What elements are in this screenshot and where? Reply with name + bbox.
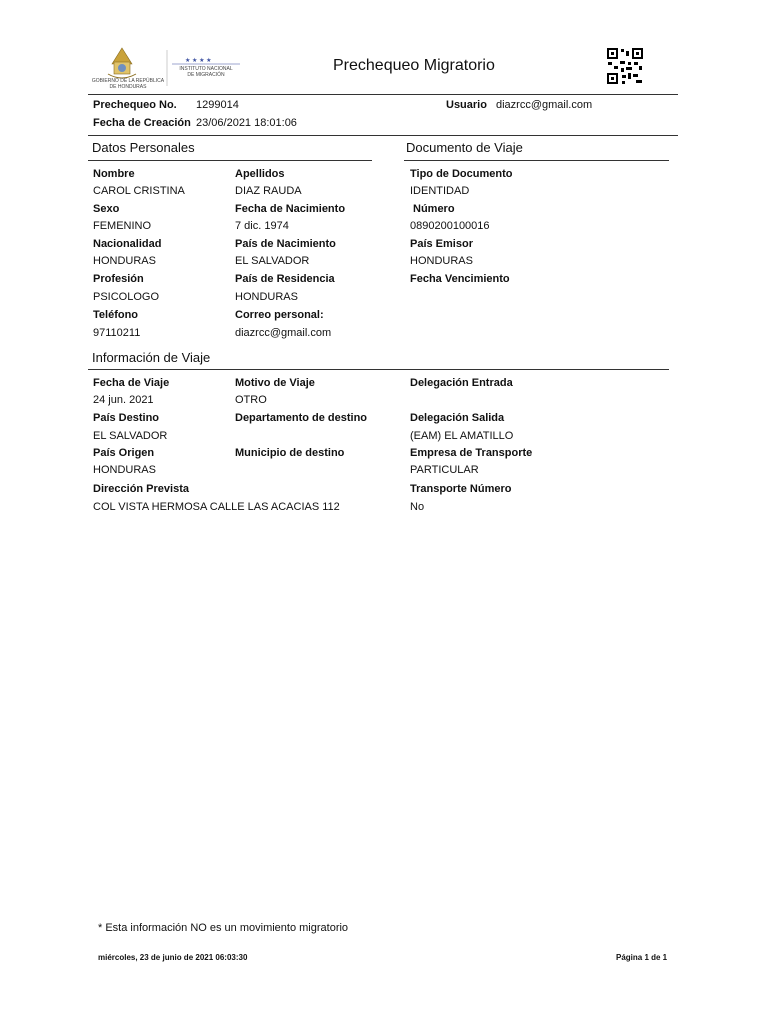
sexo-value: FEMENINO xyxy=(93,220,152,232)
pais-nacimiento-label: País de Nacimiento xyxy=(235,238,336,250)
footer-date: miércoles, 23 de junio de 2021 06:03:30 xyxy=(98,953,248,962)
correo-label: Correo personal: xyxy=(235,309,324,321)
fecha-creacion-value: 23/06/2021 18:01:06 xyxy=(196,117,297,129)
disclaimer-note: * Esta información NO es un movimiento migratorio xyxy=(98,922,349,934)
fecha-vencimiento-label: Fecha Vencimiento xyxy=(410,273,510,285)
transporte-numero-label: Transporte Número xyxy=(410,483,512,495)
page-number: Página 1 de 1 xyxy=(616,953,668,962)
delegacion-entrada-label: Delegación Entrada xyxy=(410,377,513,389)
municipio-destino-label: Municipio de destino xyxy=(235,447,345,459)
correo-value: diazrcc@gmail.com xyxy=(235,327,332,339)
telefono-value: 97110211 xyxy=(93,327,141,339)
direccion-prevista-value: COL VISTA HERMOSA CALLE LAS ACACIAS 112 xyxy=(93,501,340,513)
nacionalidad-value: HONDURAS xyxy=(93,255,156,267)
tipo-documento-label: Tipo de Documento xyxy=(410,168,513,180)
direccion-prevista-label: Dirección Prevista xyxy=(93,483,189,495)
pais-destino-label: País Destino xyxy=(93,412,160,424)
pais-emisor-value: HONDURAS xyxy=(410,255,473,267)
pais-nacimiento-value: EL SALVADOR xyxy=(235,255,310,267)
documento-viaje-title: Documento de Viaje xyxy=(406,140,523,155)
datos-personales-divider xyxy=(88,160,372,161)
fecha-nacimiento-value: 7 dic. 1974 xyxy=(235,220,289,232)
documento-viaje-divider xyxy=(404,160,669,161)
informacion-viaje-title: Información de Viaje xyxy=(92,350,211,365)
empresa-transporte-label: Empresa de Transporte xyxy=(410,447,533,459)
qr-code-icon xyxy=(606,47,644,85)
header-divider xyxy=(88,94,678,95)
fecha-creacion-label: Fecha de Creación xyxy=(93,117,191,129)
fecha-viaje-value: 24 jun. 2021 xyxy=(93,394,154,406)
pais-residencia-label: País de Residencia xyxy=(235,273,335,285)
usuario-label: Usuario xyxy=(446,99,487,111)
logo-right-text-1: INSTITUTO NACIONAL xyxy=(179,66,233,72)
departamento-destino-label: Departamento de destino xyxy=(235,412,368,424)
sexo-label: Sexo xyxy=(93,203,120,215)
nombre-label: Nombre xyxy=(93,168,135,180)
tipo-documento-value: IDENTIDAD xyxy=(410,185,470,197)
coat-of-arms-icon xyxy=(108,48,136,78)
telefono-label: Teléfono xyxy=(93,309,139,321)
datos-personales-title: Datos Personales xyxy=(92,140,195,155)
svg-text:★ ★ ★ ★: ★ ★ ★ ★ xyxy=(185,58,212,64)
informacion-viaje-divider xyxy=(88,369,669,370)
fecha-nacimiento-label: Fecha de Nacimiento xyxy=(235,203,346,215)
pais-emisor-label: País Emisor xyxy=(410,238,473,250)
numero-label: Número xyxy=(413,203,455,215)
pais-destino-value: EL SALVADOR xyxy=(93,430,168,442)
fecha-viaje-label: Fecha de Viaje xyxy=(93,377,170,389)
pais-residencia-value: HONDURAS xyxy=(235,291,298,303)
delegacion-salida-label: Delegación Salida xyxy=(410,412,505,424)
usuario-value: diazrcc@gmail.com xyxy=(496,99,593,111)
nacionalidad-label: Nacionalidad xyxy=(93,238,162,250)
pais-origen-label: País Origen xyxy=(93,447,155,459)
page-title: Prechequeo Migratorio xyxy=(333,57,495,74)
prechequeo-label: Prechequeo No. xyxy=(93,99,177,111)
motivo-viaje-label: Motivo de Viaje xyxy=(235,377,315,389)
motivo-viaje-value: OTRO xyxy=(235,394,267,406)
prechequeo-value: 1299014 xyxy=(196,99,239,111)
delegacion-salida-value: (EAM) EL AMATILLO xyxy=(410,430,514,442)
profesion-value: PSICOLOGO xyxy=(93,291,160,303)
nombre-value: CAROL CRISTINA xyxy=(93,185,185,197)
transporte-numero-value: No xyxy=(410,501,425,513)
empresa-transporte-value: PARTICULAR xyxy=(410,464,479,476)
numero-value: 0890200100016 xyxy=(410,220,490,232)
logo-left-text: GOBIERNO DE LA REPÚBLICA DE HONDURAS xyxy=(91,78,165,90)
logo-right-text-2: DE MIGRACIÓN xyxy=(187,72,225,78)
profesion-label: Profesión xyxy=(93,273,144,285)
pais-origen-value: HONDURAS xyxy=(93,464,156,476)
apellidos-label: Apellidos xyxy=(235,168,285,180)
apellidos-value: DIAZ RAUDA xyxy=(235,185,302,197)
meta-divider xyxy=(88,135,678,136)
